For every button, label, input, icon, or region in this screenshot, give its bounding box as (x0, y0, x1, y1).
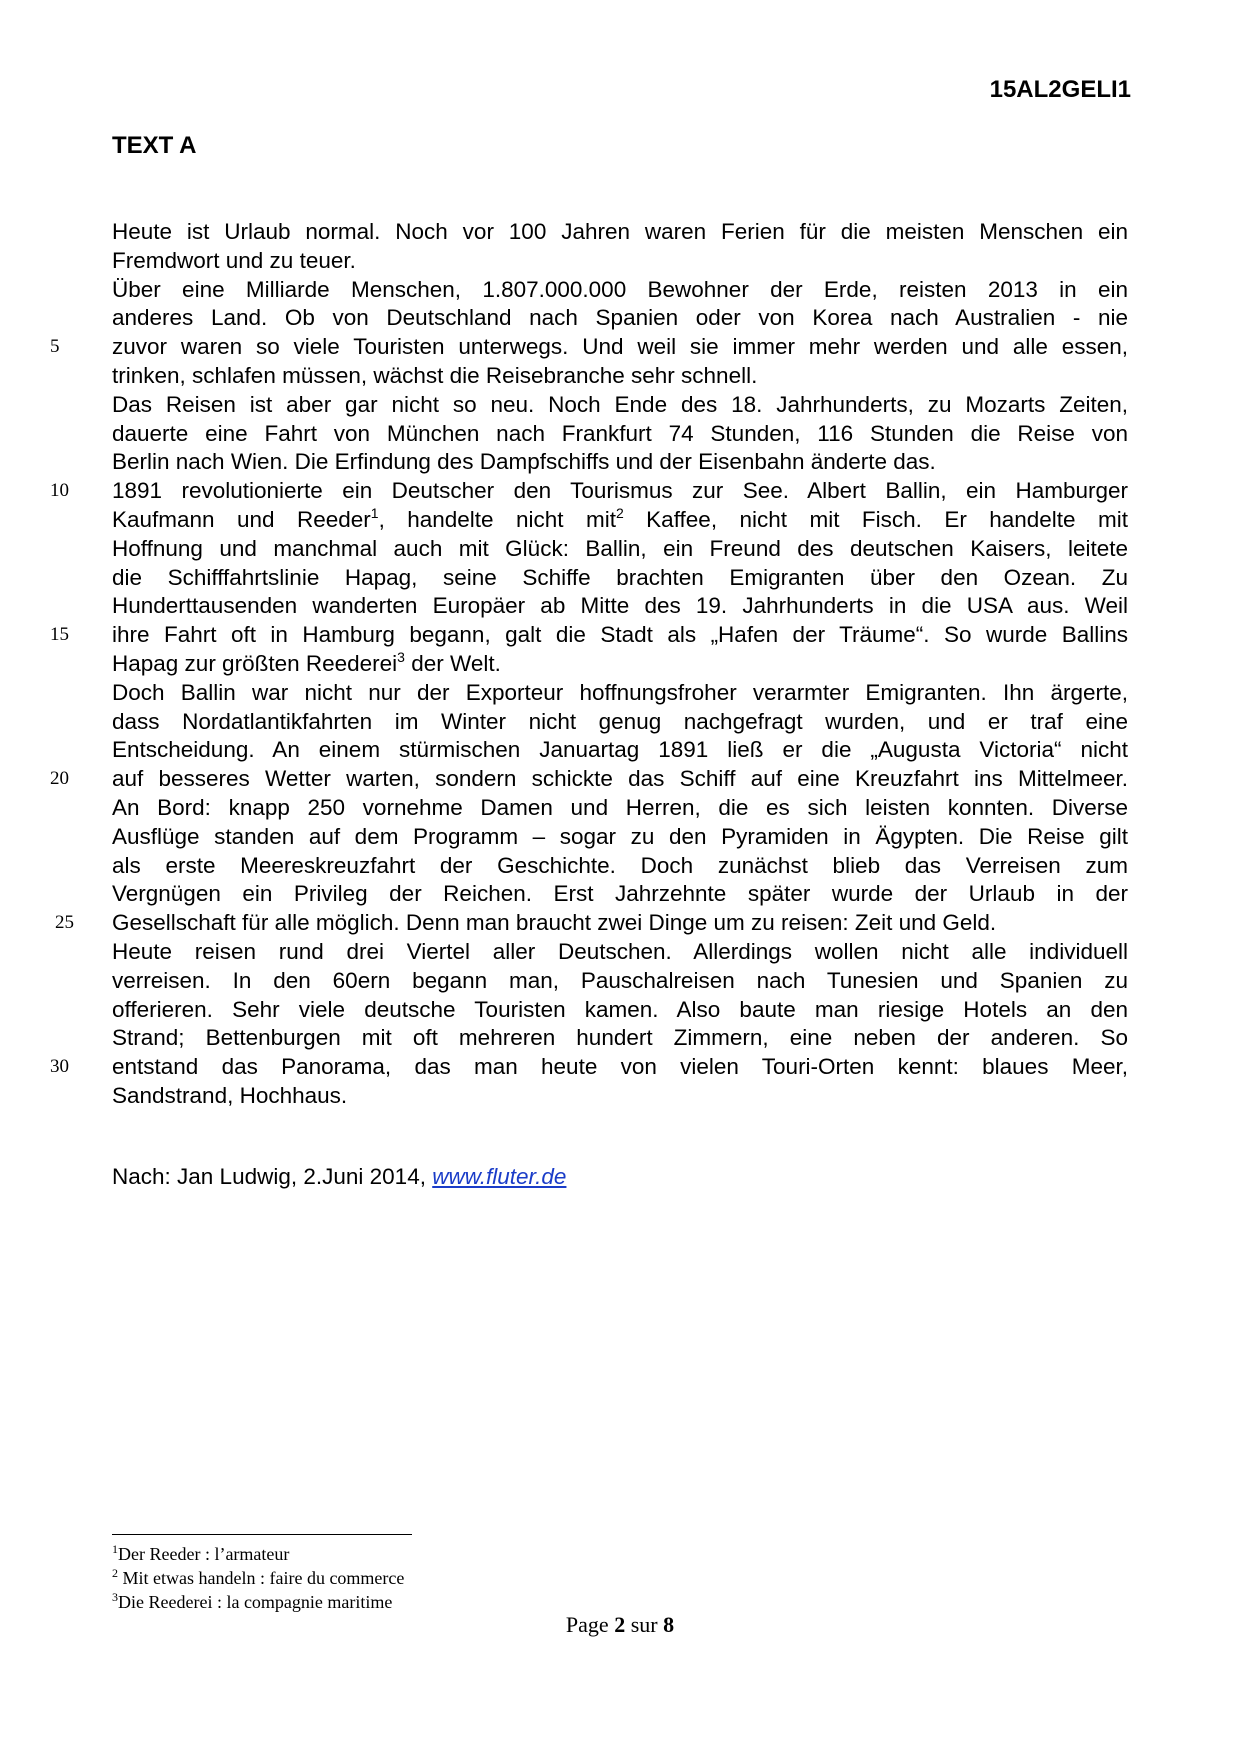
line-text: zuvor waren so viele Touristen unterwegs. Und weil sie immer mehr werden und alle essen, (112, 334, 1128, 360)
footnote (112, 1566, 404, 1590)
line-text: trinken, schlafen müssen, wächst die Reisebranche sehr schnell. (112, 362, 758, 388)
line-text: als erste Meereskreuzfahrt der Geschichte. Doch zunächst blieb das Verreisen zum (112, 852, 1128, 878)
line-number: 20 (50, 768, 69, 790)
total-pages: 8 (663, 1612, 675, 1637)
text-line (50, 477, 1128, 506)
line-text: , handelte nicht mit (378, 506, 616, 532)
text-line (112, 1082, 1128, 1111)
line-text: Hunderttausenden wanderten Europäer ab Mitte des 19. Jahrhunderts in die USA aus. Weil (112, 593, 1128, 619)
text-line (112, 938, 1128, 967)
line-text: offerieren. Sehr viele deutsche Touristen kamen. Also baute man riesige Hotels an den (112, 996, 1128, 1022)
text-line (55, 909, 1128, 938)
text-line (112, 304, 1128, 333)
text-line (112, 276, 1128, 305)
text-line (112, 823, 1128, 852)
text-line (112, 967, 1128, 996)
line-text: die Schifffahrtslinie Hapag, seine Schiffe brachten Emigranten über den Ozean. Zu (112, 564, 1128, 590)
text-line (112, 362, 1128, 391)
footnote-number: 1 (112, 1542, 118, 1556)
line-text: verreisen. In den 60ern begann man, Pauschalreisen nach Tunesien und Spanien zu (112, 967, 1128, 993)
source-link[interactable]: www.fluter.de (432, 1164, 567, 1189)
text-line (112, 564, 1128, 593)
text-line (112, 996, 1128, 1025)
footnote (112, 1542, 404, 1566)
article-text (50, 218, 1128, 1111)
current-page: 2 (614, 1612, 626, 1637)
line-number: 15 (50, 624, 69, 646)
text-line (112, 1024, 1128, 1053)
text-line (112, 852, 1128, 881)
line-text: Berlin nach Wien. Die Erfindung des Dampfschiffs und der Eisenbahn änderte das. (112, 449, 936, 475)
source-citation (112, 1164, 566, 1190)
text-line (50, 621, 1128, 650)
page-number: Page 2 sur 8 (565, 1612, 675, 1637)
line-text: Sandstrand, Hochhaus. (112, 1082, 348, 1108)
line-text: auf besseres Wetter warten, sondern schickte das Schiff auf eine Kreuzfahrt ins Mittelmeer. (112, 766, 1128, 792)
line-text: dass Nordatlantikfahrten im Winter nicht genug nachgefragt wurden, und er traf eine (112, 708, 1128, 734)
line-text: der Welt. (404, 650, 501, 676)
line-text: Fremdwort und zu teuer. (112, 247, 356, 273)
footnote-separator (112, 1534, 412, 1535)
text-line (112, 448, 1128, 477)
footnote-text: Der Reeder : l’armateur (118, 1544, 290, 1564)
line-text: Ausflüge standen auf dem Programm – sogar zu den Pyramiden in Ägypten. Die Reise gilt (112, 823, 1128, 849)
text-line (112, 218, 1128, 247)
footnote-text: Mit etwas handeln : faire du commerce (118, 1568, 405, 1588)
line-text: entstand das Panorama, das man heute von vielen Touri-Orten kennt: blaues Meer, (112, 1054, 1128, 1080)
line-text: Heute reisen rund drei Viertel aller Deutschen. Allerdings wollen nicht alle individuell (112, 938, 1128, 964)
text-line (50, 765, 1128, 794)
line-text: An Bord: knapp 250 vornehme Damen und Herren, die es sich leisten konnten. Diverse (112, 794, 1128, 820)
footnote-ref: 2 (615, 504, 624, 521)
line-text: Heute ist Urlaub normal. Noch vor 100 Jahren waren Ferien für die meisten Menschen ein (112, 219, 1128, 244)
text-line (50, 333, 1128, 362)
line-text: Über eine Milliarde Menschen, 1.807.000.000 Bewohner der Erde, reisten 2013 in ein (112, 276, 1128, 302)
line-text: Kaffee, nicht mit Fisch. Er handelte mit (623, 506, 1128, 532)
text-line (112, 679, 1128, 708)
line-number: 10 (50, 480, 69, 502)
line-text: Kaufmann und Reeder (112, 506, 371, 532)
text-line (112, 535, 1128, 564)
line-text: Hoffnung und manchmal auch mit Glück: Ballin, ein Freund des deutschen Kaisers, leitete (112, 535, 1128, 561)
line-text: Vergnügen ein Privileg der Reichen. Erst Jahrzehnte später wurde der Urlaub in der (112, 881, 1128, 907)
text-line (112, 794, 1128, 823)
footnote-number: 2 (112, 1566, 118, 1580)
text-line (112, 592, 1128, 621)
line-number: 5 (50, 336, 60, 358)
line-text: Strand; Bettenburgen mit oft mehreren hundert Zimmern, eine neben der anderen. So (112, 1025, 1128, 1051)
line-text: 1891 revolutionierte ein Deutscher den Tourismus zur See. Albert Ballin, ein Hamburger (112, 478, 1128, 504)
text-line (112, 708, 1128, 737)
footnote (112, 1590, 404, 1614)
line-text: Das Reisen ist aber gar nicht so neu. Noch Ende des 18. Jahrhunderts, zu Mozarts Zeiten, (112, 391, 1128, 417)
footnote-ref: 3 (397, 648, 405, 665)
text-line (112, 420, 1128, 449)
text-line (112, 880, 1128, 909)
text-line (112, 247, 1128, 276)
line-text: ihre Fahrt oft in Hamburg begann, galt die Stadt als „Hafen der Träume“. So wurde Ballins (112, 622, 1128, 648)
line-text: anderes Land. Ob von Deutschland nach Spanien oder von Korea nach Australien - nie (112, 305, 1128, 331)
footnotes (112, 1542, 404, 1614)
footnote-ref: 1 (370, 504, 379, 521)
line-text: Hapag zur größten Reederei (112, 650, 398, 676)
document-code: 15AL2GELI1 (989, 76, 1131, 103)
line-number: 30 (50, 1056, 69, 1078)
text-heading: TEXT A (112, 132, 197, 159)
text-line (112, 650, 1128, 679)
footnote-text: Die Reederei : la compagnie maritime (118, 1592, 393, 1612)
text-line (50, 1053, 1128, 1082)
footnote-number: 3 (112, 1590, 118, 1604)
text-line (112, 506, 1128, 535)
text-line (112, 391, 1128, 420)
line-text: Gesellschaft für alle möglich. Denn man braucht zwei Dinge um zu reisen: Zeit und Geld. (112, 910, 997, 936)
line-text: Entscheidung. An einem stürmischen Januartag 1891 ließ er die „Augusta Victoria“ nicht (112, 737, 1128, 763)
text-line (112, 736, 1128, 765)
line-text: dauerte eine Fahrt von München nach Frankfurt 74 Stunden, 116 Stunden die Reise von (112, 420, 1128, 446)
line-number: 25 (55, 912, 74, 934)
line-text: Doch Ballin war nicht nur der Exporteur hoffnungsfroher verarmter Emigranten. Ihn ärgerte, (112, 679, 1128, 705)
source-prefix: Nach: Jan Ludwig, 2.Juni 2014, (112, 1164, 433, 1189)
